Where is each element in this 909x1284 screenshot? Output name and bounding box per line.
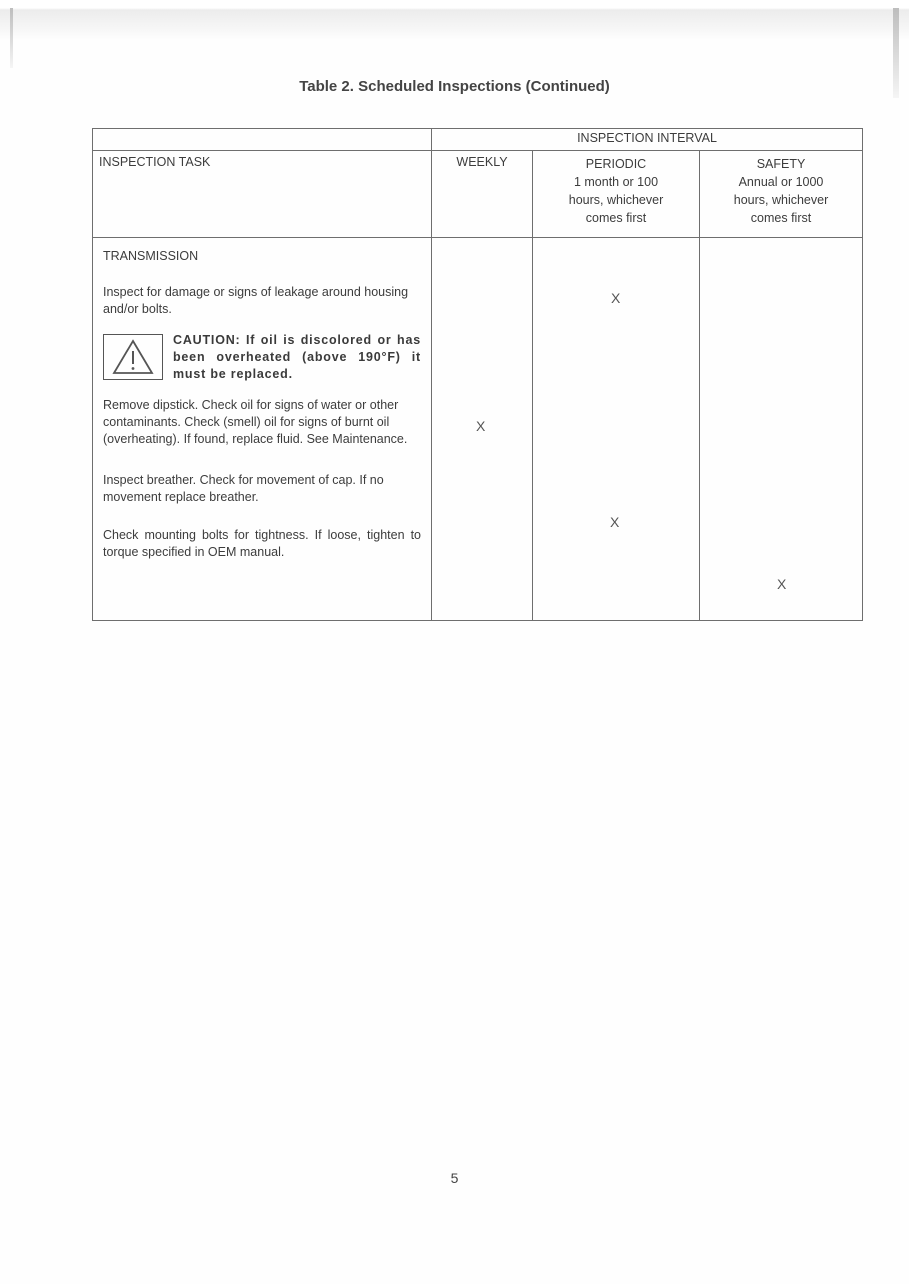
safety-label: SAFETY: [756, 157, 806, 171]
task-row-2: Remove dipstick. Check oil for signs of water or other contaminants. Check (smell) oil for signs of burnt oil (overheating). If found, replace fluid. See Maintenance.: [103, 398, 408, 446]
inspection-interval-header: INSPECTION INTERVAL: [432, 129, 863, 151]
warning-triangle-icon: [103, 334, 163, 380]
task-row-3: Inspect breather. Check for movement of cap. If no movement replace breather.: [103, 473, 384, 504]
column-header-weekly: WEEKLY: [432, 151, 533, 238]
periodic-mark-row-3: X: [610, 514, 620, 530]
column-header-periodic: [533, 151, 700, 238]
scheduled-inspections-table: [92, 128, 863, 621]
table-title: Table 2. Scheduled Inspections (Continued): [299, 78, 610, 95]
weekly-mark-row-2: X: [476, 418, 486, 434]
periodic-mark-row-1: X: [611, 290, 621, 306]
periodic-desc-1: 1 month or 100: [573, 175, 659, 189]
safety-desc-2: hours, whichever: [733, 193, 829, 207]
periodic-desc-2: hours, whichever: [568, 193, 664, 207]
section-heading: TRANSMISSION: [103, 249, 199, 263]
caution-text: CAUTION: If oil is discolored or has been overheated (above 190°F) it must be replaced.: [173, 333, 421, 381]
safety-cell: [700, 238, 863, 621]
periodic-label: PERIODIC: [585, 157, 647, 171]
column-header-safety: [700, 151, 863, 238]
caution-note: [103, 332, 421, 383]
task-cell: [93, 238, 432, 621]
task-row-1: Inspect for damage or signs of leakage around housing and/or bolts.: [103, 285, 409, 316]
safety-desc-3: comes first: [750, 211, 812, 225]
page-number: 5: [450, 1170, 459, 1186]
periodic-desc-3: comes first: [585, 211, 647, 225]
scan-shadow-top: [0, 0, 909, 40]
column-header-task: INSPECTION TASK: [93, 151, 432, 238]
safety-desc-1: Annual or 1000: [738, 175, 824, 189]
safety-mark-row-4: X: [777, 576, 787, 592]
weekly-cell: [432, 238, 533, 621]
task-row-4: Check mounting bolts for tightness. If loose, tighten to torque specified in OEM manual.: [103, 528, 421, 559]
scan-edge-left: [10, 8, 13, 68]
periodic-cell: [533, 238, 700, 621]
